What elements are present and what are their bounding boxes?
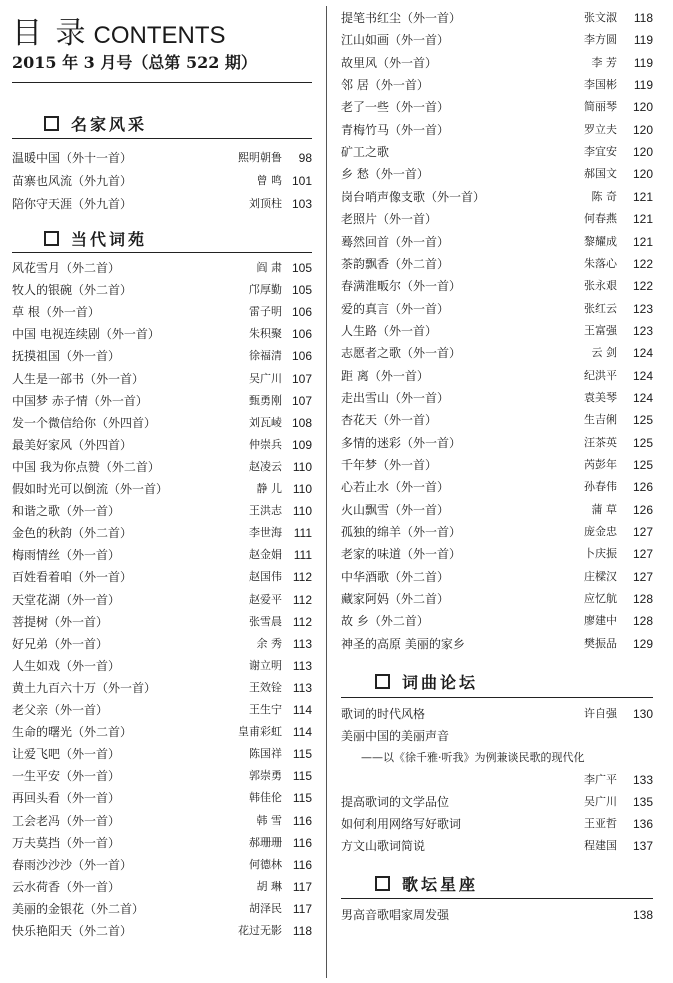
entry-page: 122 bbox=[632, 256, 653, 271]
entry-author: 李国彬 bbox=[584, 78, 617, 92]
list-item[interactable] bbox=[12, 434, 312, 456]
list-item[interactable] bbox=[341, 904, 653, 926]
entry-author: 张红云 bbox=[584, 301, 617, 315]
entry-title: 方文山歌词简说 bbox=[341, 839, 426, 853]
entry-title: 天堂花湖（外一首） bbox=[12, 592, 121, 607]
entry-title: 人生路（外一首） bbox=[341, 323, 438, 338]
entry-author: 何德林 bbox=[249, 857, 282, 871]
issue-number: 2015 年 3 月号（总第 522 期） bbox=[12, 53, 257, 72]
entry-title: 风花雪月（外二首） bbox=[12, 261, 121, 275]
entry-page: 124 bbox=[632, 368, 653, 383]
entry-page: 111 bbox=[293, 548, 312, 563]
title-zh: 目 录 bbox=[12, 16, 88, 51]
entry-title: 提笔书红尘（外一首） bbox=[341, 11, 462, 25]
entry-page: 113 bbox=[292, 636, 312, 651]
list-item[interactable] bbox=[12, 898, 312, 920]
entry-author: 静 儿 bbox=[256, 482, 282, 495]
entry-page: 127 bbox=[632, 569, 653, 584]
entry-title: 青梅竹马（外一首） bbox=[341, 122, 450, 137]
entry-title: 江山如画（外一首） bbox=[341, 33, 450, 48]
entry-title: 牧人的银碗（外二首） bbox=[12, 283, 133, 298]
entry-page: 128 bbox=[632, 592, 653, 607]
entry-page: 109 bbox=[291, 437, 312, 452]
entry-title: 抚摸祖国（外一首） bbox=[12, 349, 121, 364]
list-item[interactable] bbox=[341, 835, 653, 857]
entry-title: 走出雪山（外一首） bbox=[341, 390, 450, 405]
entry-page: 112 bbox=[292, 570, 312, 585]
entry-title: 苗寨也风流（外九首） bbox=[12, 174, 133, 188]
entry-author: 李 芳 bbox=[591, 55, 617, 69]
entry-author: 熙明朝鲁 bbox=[238, 151, 282, 164]
list-item[interactable] bbox=[341, 387, 653, 409]
entry-title: 百姓看着咱（外一首） bbox=[12, 570, 133, 585]
entry-title: 藏家阿妈（外二首） bbox=[341, 592, 450, 607]
entry-title: 爱的真言（外一首） bbox=[341, 301, 450, 316]
entry-page: 126 bbox=[632, 480, 653, 495]
entry-title: 假如时光可以倒流（外一首） bbox=[12, 482, 169, 496]
list-item[interactable] bbox=[341, 52, 653, 74]
entry-author: 张文淑 bbox=[584, 11, 617, 24]
entry-title: 梅雨情丝（外一首） bbox=[12, 548, 121, 563]
entry-author: 王洪志 bbox=[249, 504, 282, 518]
entry-author: 简丽琴 bbox=[584, 100, 617, 114]
entry-title: 人生是一部书（外一首） bbox=[12, 371, 145, 386]
list-item[interactable] bbox=[12, 611, 312, 633]
list-item[interactable] bbox=[341, 769, 653, 791]
list-item[interactable] bbox=[341, 298, 653, 320]
entry-page: 103 bbox=[291, 197, 312, 211]
entry-title: 和谐之歌（外一首） bbox=[12, 504, 121, 519]
entry-page: 101 bbox=[291, 174, 312, 188]
list-item[interactable] bbox=[12, 810, 312, 832]
entry-page: 116 bbox=[292, 813, 312, 828]
entry-title: 发一个微信给你（外四首） bbox=[12, 415, 157, 430]
entry-page: 108 bbox=[291, 415, 312, 430]
entry-title: 茶韵飘香（外二首） bbox=[341, 256, 450, 271]
entry-page: 113 bbox=[292, 658, 312, 673]
entry-title: 温暖中国（外十一首） bbox=[12, 151, 133, 165]
list-item[interactable] bbox=[12, 544, 312, 566]
entry-title: 孤独的绵羊（外一首） bbox=[341, 525, 462, 540]
entry-title: 春雨沙沙沙（外一首） bbox=[12, 857, 133, 872]
list-item[interactable] bbox=[341, 791, 653, 813]
entry-page: 115 bbox=[292, 791, 312, 806]
entry-page: 106 bbox=[291, 327, 312, 342]
entry-author: 朱落心 bbox=[584, 256, 617, 270]
entry-author: 罗立夫 bbox=[584, 122, 617, 136]
entry-page: 120 bbox=[632, 167, 653, 182]
entry-author: 王生宁 bbox=[249, 703, 282, 716]
entry-page: 138 bbox=[632, 908, 653, 922]
entry-author: 赵爱平 bbox=[249, 592, 282, 606]
entry-author bbox=[547, 904, 617, 926]
entry-author: 吴广川 bbox=[249, 371, 282, 385]
entry-page: 115 bbox=[292, 769, 312, 784]
entry-title: 神圣的高原 美丽的家乡 bbox=[341, 636, 465, 651]
entry-subtitle: ——以《徐千雅·听我》为例兼谈民歌的现代化 bbox=[361, 751, 585, 764]
list-item[interactable] bbox=[341, 163, 653, 185]
entry-page: 120 bbox=[632, 145, 653, 160]
list-item[interactable] bbox=[12, 787, 312, 809]
page-title bbox=[12, 8, 226, 52]
entry-page: 117 bbox=[292, 901, 312, 916]
list-item[interactable] bbox=[341, 703, 653, 725]
entry-page: 110 bbox=[292, 459, 312, 474]
entry-author: 郝国文 bbox=[584, 167, 617, 181]
list-item[interactable] bbox=[341, 543, 653, 565]
entry-author: 王效铨 bbox=[249, 680, 282, 694]
list-item[interactable] bbox=[12, 456, 312, 478]
entry-page: 136 bbox=[632, 817, 653, 831]
entry-author: 曾 鸣 bbox=[256, 174, 282, 187]
entry-title: 美丽的金银花（外二首） bbox=[12, 901, 145, 916]
entry-title: 中国 电视连续剧（外一首） bbox=[12, 327, 160, 342]
entry-author: 朱积聚 bbox=[249, 327, 282, 341]
entry-title: 工会老冯（外一首） bbox=[12, 813, 121, 828]
list-item[interactable] bbox=[12, 655, 312, 677]
list-item[interactable] bbox=[341, 208, 653, 230]
list-item[interactable] bbox=[341, 275, 653, 297]
entry-page: 137 bbox=[632, 839, 653, 853]
entry-page: 124 bbox=[632, 346, 653, 361]
list-item[interactable] bbox=[341, 521, 653, 543]
section-heading-mingjia: 名家风采 bbox=[44, 112, 147, 135]
entry-author: 邝厚勤 bbox=[249, 283, 282, 297]
square-bullet-icon bbox=[44, 231, 59, 246]
entry-author: 韩佳伦 bbox=[249, 791, 282, 805]
entry-author: 何春燕 bbox=[584, 212, 617, 226]
list-item[interactable] bbox=[12, 478, 312, 500]
entry-page: 122 bbox=[632, 279, 653, 294]
entry-author: 雷子明 bbox=[249, 305, 282, 319]
entry-title: 故里风（外一首） bbox=[341, 55, 438, 70]
entry-title: 男高音歌唱家周发强 bbox=[341, 908, 450, 922]
entry-author: 王富强 bbox=[584, 323, 617, 337]
section-rule bbox=[341, 898, 653, 899]
entry-title: 生命的曙光（外二首） bbox=[12, 725, 133, 740]
entry-author: 郝珊珊 bbox=[249, 835, 282, 849]
list-item[interactable] bbox=[12, 920, 312, 942]
section-rule bbox=[12, 138, 312, 139]
entry-author: 余 秀 bbox=[256, 636, 282, 650]
entry-page: 116 bbox=[292, 857, 312, 872]
list-item[interactable] bbox=[341, 566, 653, 588]
entry-author: 程建国 bbox=[584, 839, 617, 852]
list-item[interactable] bbox=[12, 765, 312, 787]
entry-page: 129 bbox=[632, 636, 653, 651]
list-item[interactable] bbox=[341, 74, 653, 96]
entry-author: 应忆航 bbox=[584, 592, 617, 606]
entry-author: 胡 琳 bbox=[256, 879, 282, 893]
list-item[interactable] bbox=[12, 412, 312, 434]
entry-page: 116 bbox=[292, 835, 312, 850]
entry-title: 云水荷香（外一首） bbox=[12, 879, 121, 894]
entry-title: 老了一些（外一首） bbox=[341, 100, 450, 115]
list-item[interactable] bbox=[12, 368, 312, 390]
entry-title: 快乐艳阳天（外二首） bbox=[12, 924, 133, 938]
entry-page: 110 bbox=[292, 482, 312, 496]
entry-page: 120 bbox=[632, 100, 653, 115]
entry-page: 107 bbox=[291, 371, 312, 386]
entry-author: 张永艰 bbox=[584, 279, 617, 293]
entry-page: 113 bbox=[292, 680, 312, 695]
list-item[interactable] bbox=[341, 409, 653, 431]
entry-author: 胡泽民 bbox=[249, 901, 282, 915]
entry-page: 112 bbox=[292, 592, 312, 607]
entry-page: 121 bbox=[632, 234, 653, 249]
entry-page: 107 bbox=[291, 393, 312, 408]
list-item[interactable] bbox=[12, 170, 312, 192]
entry-title: 老家的味道（外一首） bbox=[341, 547, 462, 562]
entry-title: 老照片（外一首） bbox=[341, 212, 438, 227]
header-rule bbox=[12, 82, 312, 83]
entry-page: 133 bbox=[632, 773, 653, 787]
entry-author: 许自强 bbox=[584, 707, 617, 720]
title-en: CONTENTS bbox=[93, 22, 226, 49]
entry-page: 123 bbox=[632, 323, 653, 338]
entry-page: 110 bbox=[292, 504, 312, 519]
entry-page: 115 bbox=[292, 747, 312, 762]
entry-page: 123 bbox=[632, 301, 653, 316]
entry-author: 纪洪平 bbox=[584, 368, 617, 382]
entry-author: 袁美琴 bbox=[584, 390, 617, 404]
entry-page: 119 bbox=[633, 55, 653, 70]
entry-page: 125 bbox=[632, 413, 653, 428]
entry-title: 歌词的时代风格 bbox=[341, 707, 426, 721]
list-item[interactable] bbox=[12, 323, 312, 345]
entry-author: 张雪晨 bbox=[249, 614, 282, 628]
entry-title: 提高歌词的文学品位 bbox=[341, 795, 450, 809]
entry-page: 125 bbox=[632, 435, 653, 450]
entry-page: 121 bbox=[632, 212, 653, 227]
list-item[interactable] bbox=[341, 253, 653, 275]
entry-title: 中华酒歌（外二首） bbox=[341, 569, 450, 584]
entry-page: 106 bbox=[291, 305, 312, 320]
entry-author: 花过无影 bbox=[238, 924, 282, 937]
entry-author: 庞金忠 bbox=[584, 525, 617, 539]
entry-author: 李方圆 bbox=[584, 33, 617, 47]
entry-page: 105 bbox=[291, 283, 312, 298]
list-item[interactable] bbox=[12, 589, 312, 611]
entry-title: 好兄弟（外一首） bbox=[12, 636, 109, 651]
entry-author: 王亚哲 bbox=[584, 817, 617, 830]
entry-title: 人生如戏（外一首） bbox=[12, 658, 121, 673]
list-item[interactable] bbox=[341, 7, 653, 29]
entry-page: 114 bbox=[292, 703, 312, 717]
list-item[interactable] bbox=[12, 390, 312, 412]
list-item[interactable] bbox=[12, 522, 312, 544]
entry-title: 再回头看（外一首） bbox=[12, 791, 121, 806]
section-heading-dangdai: 当代词苑 bbox=[44, 227, 147, 250]
section-heading-getan: 歌坛星座 bbox=[375, 872, 478, 895]
entry-title: 一生平安（外一首） bbox=[12, 769, 121, 784]
entry-page: 125 bbox=[632, 458, 653, 472]
section-heading-ciqu: 词曲论坛 bbox=[375, 670, 478, 693]
column-divider bbox=[326, 6, 327, 978]
entry-title: 春满淮畈尔（外一首） bbox=[341, 279, 462, 294]
entry-author: 徐福清 bbox=[249, 349, 282, 363]
entry-page: 114 bbox=[292, 725, 312, 740]
entry-title: 心若止水（外一首） bbox=[341, 480, 450, 495]
list-item[interactable] bbox=[12, 279, 312, 301]
entry-author: 赵金娟 bbox=[249, 548, 282, 562]
list-item[interactable] bbox=[12, 876, 312, 898]
entry-title: 乡 愁（外一首） bbox=[341, 167, 429, 182]
entry-page: 135 bbox=[632, 795, 653, 809]
entry-page: 111 bbox=[293, 526, 312, 541]
entry-author: 李世海 bbox=[249, 526, 282, 540]
entry-page: 128 bbox=[632, 614, 653, 629]
entry-page: 126 bbox=[632, 502, 653, 517]
list-item[interactable] bbox=[12, 500, 312, 522]
entry-page: 112 bbox=[292, 614, 312, 629]
square-bullet-icon bbox=[375, 876, 390, 891]
entry-title: 距 离（外一首） bbox=[341, 368, 429, 383]
entry-author: 刘瓦崚 bbox=[249, 415, 282, 429]
entry-title: 邻 居（外一首） bbox=[341, 78, 429, 93]
entry-page: 127 bbox=[632, 525, 653, 540]
entry-title: 黄土九百六十万（外一首） bbox=[12, 680, 157, 695]
entry-title: 中国 我为你点赞（外二首） bbox=[12, 459, 160, 474]
entry-title: 中国梦 赤子情（外一首） bbox=[12, 393, 148, 408]
entry-title: 多情的迷彩（外一首） bbox=[341, 435, 462, 450]
list-item[interactable] bbox=[341, 499, 653, 521]
entry-author: 仲崇兵 bbox=[249, 437, 282, 451]
list-item[interactable] bbox=[341, 476, 653, 498]
list-item[interactable] bbox=[12, 301, 312, 323]
list-item[interactable] bbox=[341, 432, 653, 454]
entry-author: 生吉俐 bbox=[584, 413, 617, 427]
list-item[interactable] bbox=[341, 813, 653, 835]
list-item[interactable] bbox=[12, 677, 312, 699]
entry-title: 故 乡（外二首） bbox=[341, 614, 429, 629]
entry-title: 菩提树（外一首） bbox=[12, 614, 109, 629]
entry-page: 124 bbox=[632, 390, 653, 405]
entry-page: 120 bbox=[632, 122, 653, 137]
entry-page: 98 bbox=[298, 151, 312, 165]
section-rule bbox=[341, 697, 653, 698]
list-item[interactable] bbox=[341, 454, 653, 476]
entry-author: 樊振品 bbox=[584, 636, 617, 650]
entry-author: 芮彭年 bbox=[584, 458, 617, 471]
entry-title[interactable]: 美丽中国的美丽声音 bbox=[341, 729, 450, 743]
entry-page: 119 bbox=[633, 78, 653, 93]
entry-page: 130 bbox=[632, 707, 653, 721]
entry-author: 庄樑汉 bbox=[584, 569, 617, 583]
entry-title: 草 根（外一首） bbox=[12, 305, 100, 320]
entry-author: 卜庆振 bbox=[584, 547, 617, 561]
entry-title: 蓦然回首（外一首） bbox=[341, 234, 450, 249]
entry-title: 矿工之歌 bbox=[341, 145, 390, 160]
entry-page: 106 bbox=[291, 349, 312, 364]
entry-page: 119 bbox=[633, 33, 653, 48]
entry-author: 廖建中 bbox=[584, 614, 617, 628]
entry-author: 刘顶柱 bbox=[249, 197, 282, 210]
entry-author: 李宜安 bbox=[584, 145, 617, 159]
entry-page: 127 bbox=[632, 547, 653, 562]
entry-page: 118 bbox=[633, 11, 653, 25]
entry-author: 陈 奇 bbox=[591, 189, 617, 203]
list-item[interactable] bbox=[12, 743, 312, 765]
entry-author: 蒲 草 bbox=[591, 502, 617, 516]
list-item[interactable] bbox=[12, 566, 312, 588]
list-item[interactable] bbox=[12, 832, 312, 854]
entry-page: 105 bbox=[291, 261, 312, 275]
entry-title: 如何利用网络写好歌词 bbox=[341, 817, 462, 831]
entry-author: 阎 肃 bbox=[256, 261, 282, 274]
entry-author: 陈国祥 bbox=[249, 747, 282, 761]
entry-author: 甄勇刚 bbox=[249, 393, 282, 407]
list-item[interactable] bbox=[341, 342, 653, 364]
entry-title: 火山飘雪（外一首） bbox=[341, 502, 450, 517]
list-item[interactable] bbox=[341, 588, 653, 610]
square-bullet-icon bbox=[44, 116, 59, 131]
entry-page: 118 bbox=[292, 924, 312, 938]
entry-author: 汪茶英 bbox=[584, 435, 617, 449]
entry-author: 孙春伟 bbox=[584, 480, 617, 494]
entry-author: 皇甫彩虹 bbox=[238, 725, 282, 739]
list-item[interactable] bbox=[341, 365, 653, 387]
list-item[interactable] bbox=[341, 119, 653, 141]
list-item[interactable] bbox=[341, 96, 653, 118]
entry-title: 陪你守天涯（外九首） bbox=[12, 197, 133, 211]
list-item[interactable] bbox=[12, 633, 312, 655]
section-rule bbox=[12, 252, 312, 253]
list-item[interactable] bbox=[341, 633, 653, 655]
list-item[interactable] bbox=[12, 257, 312, 279]
entry-title: 让爱飞吧（外一首） bbox=[12, 747, 121, 762]
list-item[interactable] bbox=[341, 320, 653, 342]
entry-title: 志愿者之歌（外一首） bbox=[341, 346, 462, 361]
entry-author: 赵国伟 bbox=[249, 570, 282, 584]
entry-title: 老父亲（外一首） bbox=[12, 703, 109, 717]
entry-title: 万夫莫挡（外一首） bbox=[12, 835, 121, 850]
entry-page: 117 bbox=[292, 879, 312, 894]
list-item[interactable] bbox=[12, 854, 312, 876]
list-item[interactable] bbox=[341, 231, 653, 253]
entry-title: 杏花天（外一首） bbox=[341, 413, 438, 428]
entry-title: 岗台哨声像支歌（外一首） bbox=[341, 189, 486, 204]
list-item[interactable] bbox=[341, 610, 653, 632]
list-item[interactable] bbox=[12, 193, 312, 215]
entry-author: 韩 雪 bbox=[256, 813, 282, 827]
list-item[interactable] bbox=[12, 345, 312, 367]
entry-title: 最美好家风（外四首） bbox=[12, 437, 133, 452]
entry-author: 云 剑 bbox=[591, 346, 617, 360]
entry-page: 121 bbox=[632, 189, 653, 204]
entry-title: 千年梦（外一首） bbox=[341, 458, 438, 472]
list-item[interactable] bbox=[341, 29, 653, 51]
square-bullet-icon bbox=[375, 674, 390, 689]
entry-author: 赵凌云 bbox=[249, 459, 282, 473]
list-item[interactable] bbox=[12, 721, 312, 743]
list-item[interactable] bbox=[341, 141, 653, 163]
list-item[interactable] bbox=[12, 699, 312, 721]
entry-author: 郭崇勇 bbox=[249, 769, 282, 783]
list-item[interactable] bbox=[341, 186, 653, 208]
entry-title: 金色的秋韵（外二首） bbox=[12, 526, 133, 541]
entry-author: 谢立明 bbox=[249, 658, 282, 672]
entry-author: 黎耀成 bbox=[584, 234, 617, 248]
list-item[interactable] bbox=[12, 147, 312, 169]
entry-author: 吴广川 bbox=[584, 795, 617, 808]
entry-author: 李广平 bbox=[584, 773, 617, 786]
